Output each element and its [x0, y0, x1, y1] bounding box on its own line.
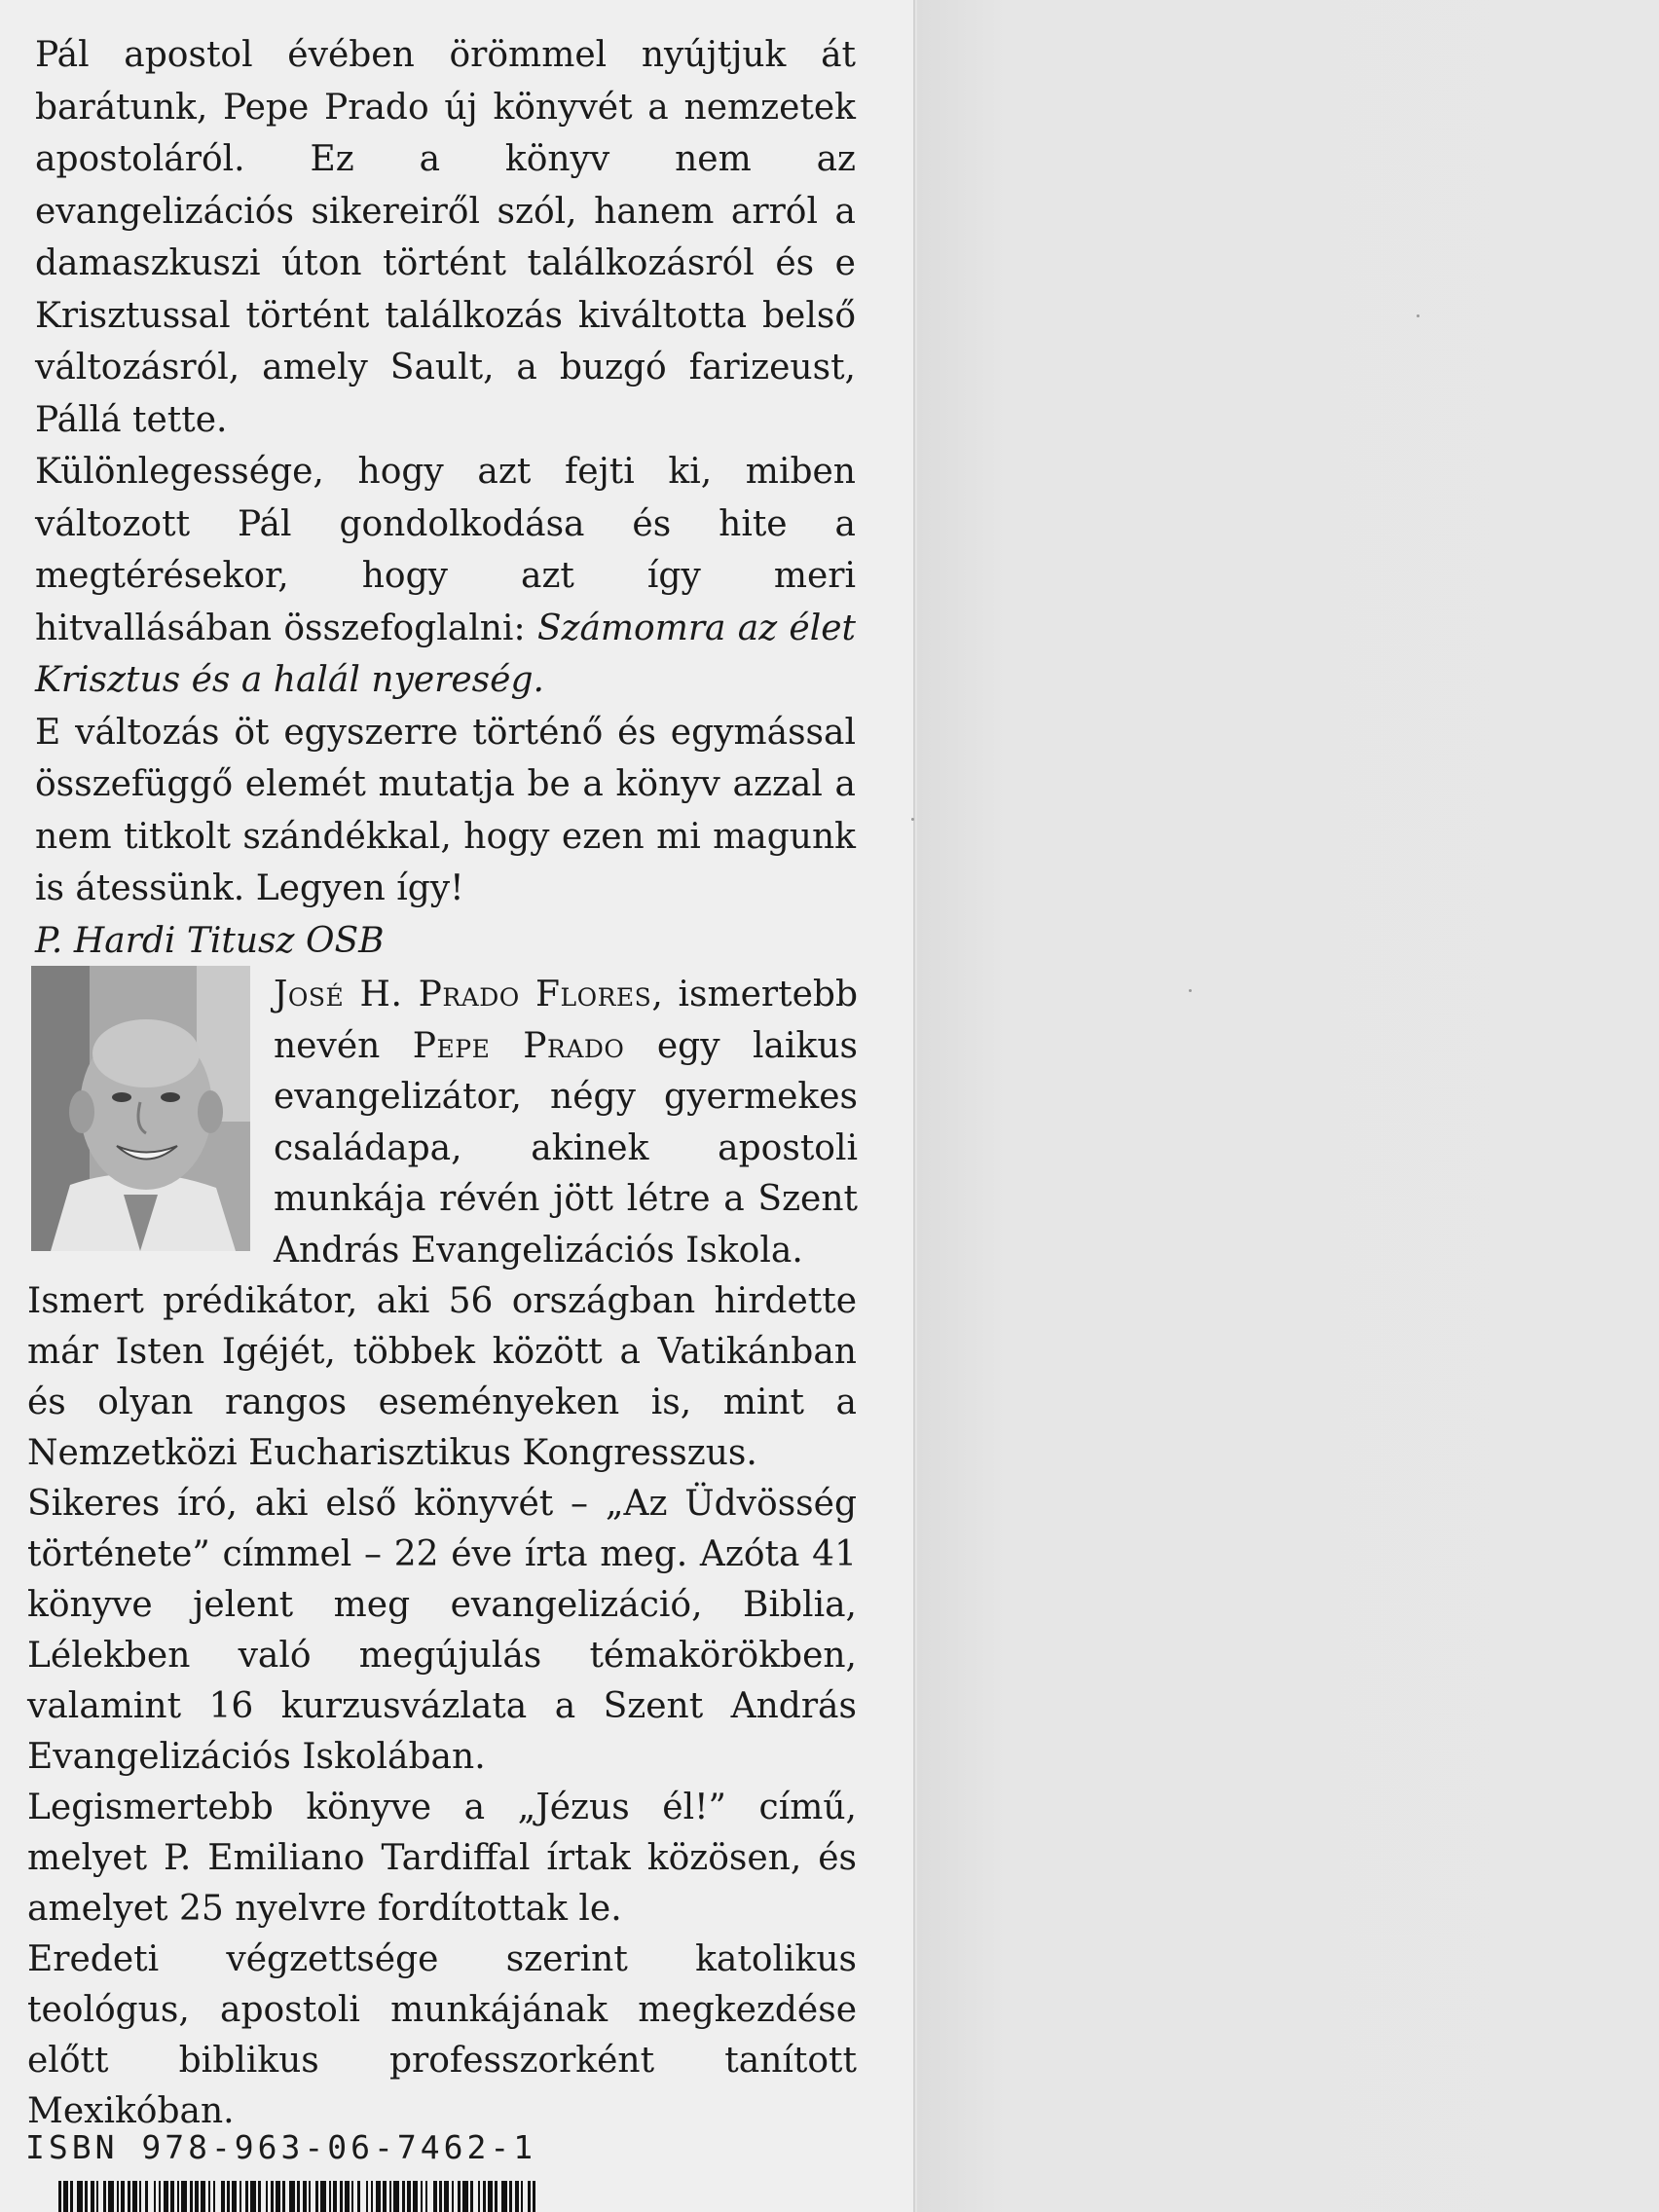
- author-name: José H. Prado Flores: [274, 975, 652, 1014]
- bio-paragraph-1: Ismert prédikátor, aki 56 országban hirdette már Isten Igéjét, többek között a Vatikánban és olyan rangos eseményeken is, mint a Nemzetközi Eucharisztikus Kongresszus.: [27, 1281, 857, 1473]
- speck: [1189, 989, 1192, 992]
- author-intro-paragraph: [274, 970, 858, 1276]
- barcode: [58, 2181, 535, 2212]
- author-intro: [274, 970, 858, 1276]
- intro-text: [35, 29, 856, 967]
- author-description: egy laikus evangelizátor, négy gyermekes családapa, akinek apostoli munkája révén jött létre a Szent András Evangelizációs Iskola.: [274, 1025, 858, 1271]
- intro-paragraph-1: Pál apostol évében örömmel nyújtjuk át barátunk, Pepe Prado új könyvét a nemzetek apostoláról. Ez a könyv nem az evangelizációs sikereiről szól, hanem arról a damaszkuszi úton történt találkozásról és e Krisztussal történt találkozás kiváltotta belső változásról, amely Sault, a buzgó farizeust, Pállá tette.: [35, 35, 856, 440]
- intro-signature: P. Hardi Titusz OSB: [35, 920, 385, 961]
- speck: [1417, 314, 1419, 317]
- author-name-suffix: , ismertebb nevén: [274, 975, 859, 1066]
- bio-paragraph-3: Legismertebb könyve a „Jézus él!” című, melyet P. Emiliano Tardiffal írtak közösen, és amelyet 25 nyelvre fordítottak le.: [27, 1788, 857, 1929]
- bio-paragraph-2: Sikeres író, aki első könyvét – „Az Üdvösség története” címmel – 22 éve írta meg. Azóta 41 könyve jelent meg evangelizáció, Biblia, Lélekben való megújulás témakörökben, valamint 16 kurzusvázlata a Szent András Evangelizációs Iskolában.: [27, 1484, 857, 1777]
- isbn-number: ISBN 978-963-06-7462-1: [25, 2128, 537, 2166]
- intro-paragraph-2: [35, 446, 856, 707]
- blank-right-area: [917, 0, 1659, 2212]
- intro-paragraph-3: E változás öt egyszerre történő és egymással összefüggő elemét mutatja be a könyv azzal a nem titkolt szándékkal, hogy ezen mi magunk is átessünk. Legyen így!: [35, 712, 856, 908]
- intro-paragraph-2-text: Különlegessége, hogy azt fejti ki, miben változott Pál gondolkodása és hite a megtérésekor, hogy azt így meri hitvallásában összefoglalni:: [35, 452, 856, 648]
- author-nickname: Pepe Prado: [412, 1025, 625, 1066]
- speck: [911, 818, 914, 821]
- author-photo: [31, 966, 250, 1251]
- author-biography: [27, 1276, 857, 2137]
- bio-paragraph-4: Eredeti végzettsége szerint katolikus teológus, apostoli munkájának megkezdése előtt biblikus professzorként tanított Mexikóban.: [27, 1939, 857, 2131]
- scripture-quote: Számomra az élet Krisztus és a halál nyereség.: [35, 608, 856, 700]
